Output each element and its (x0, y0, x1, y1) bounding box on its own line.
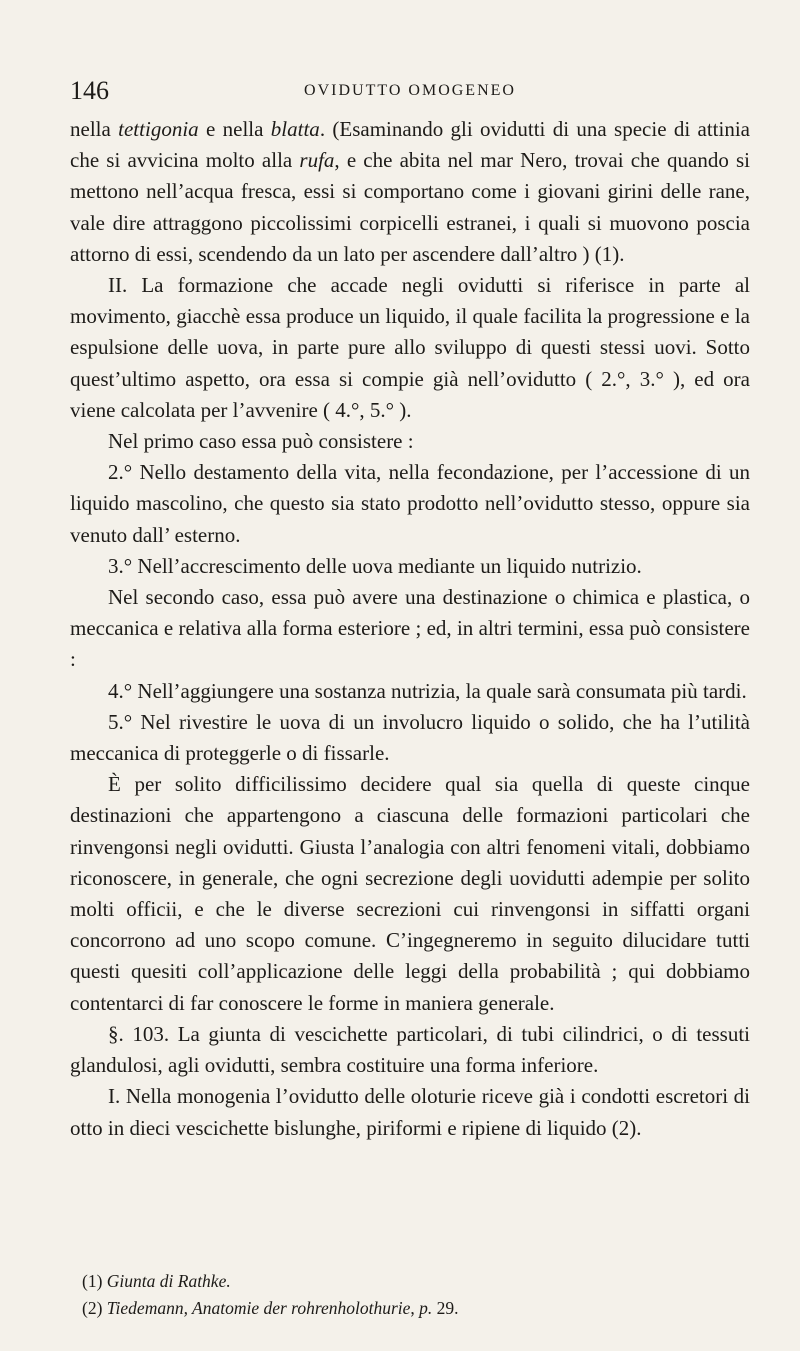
text-run: (2) (82, 1298, 107, 1318)
paragraph-p6 (70, 582, 750, 676)
text-run: Nel secondo caso, essa può avere una destinazione o chimica e plastica, o meccanica e relativa alla forma esteriore ; ed, in altri termini, essa può consistere : (70, 585, 750, 672)
running-title: OVIDUTTO OMOGENEO (304, 82, 516, 99)
text-run: (1) (82, 1271, 107, 1291)
paragraph-p11 (70, 1081, 750, 1143)
text-run: I. Nella monogenia l’ovidutto delle oloturie riceve già i condotti escretori di otto in dieci vescichette bislunghe, piriformi e ripiene di liquido (2). (70, 1084, 750, 1140)
paragraph-p8 (70, 707, 750, 769)
text-run: §. 103. La giunta di vescichette particolari, di tubi cilindrici, o di tessuti glandulosi, agli ovidutti, sembra costituire una forma inferiore. (70, 1021, 750, 1078)
page-number: 146 (70, 76, 109, 105)
text-run: È per solito difficilissimo decidere qual sia quella di queste cinque destinazioni che appartengono a ciascuna delle formazioni particolari che rinvengonsi negli ovidutti. Giusta l’analogia con altri fenomeni vitali, dobbiamo riconoscere, in generale, che ogni secrezione degli uovidutti adempie per solito molti officii, e che le diverse secrezioni cui rinvengonsi in siffatti organi concorrono ad uno scopo comune. C’ingegneremo in seguito dilucidare tutti questi quesiti coll’applicazione delle leggi della probabilità ; qui dobbiamo contentarci di far conoscere le forme in maniera generale. (70, 772, 750, 1015)
text-run: 5.° Nel rivestire le uova di un involucro liquido o solido, che ha l’utilità meccanica di proteggerle o di fissarle. (70, 709, 750, 766)
text-run: 2.° Nello destamento della vita, nella fecondazione, per l’accessione di un liquido mascolino, che questo sia stato prodotto nell’ovidutto stesso, oppure sia venuto dall’ esterno. (70, 460, 750, 547)
text-run: , e che abita nel mar Nero, trovai che quando si mettono nell’acqua fresca, essi si comportano come i giovani girini delle rane, vale dire attraggono piccolissimi corpicelli estranei, i quali si muovono poscia attorno di essi, scendendo da un lato per ascendere dall’altro ) (1). (70, 148, 750, 266)
paragraph-p3 (70, 426, 750, 457)
italic-text: p. (419, 1298, 433, 1318)
italic-text: Giunta di Rathke. (106, 1271, 231, 1291)
paragraph-p4 (70, 457, 750, 551)
page-header (70, 76, 750, 106)
italic-text: blatta (270, 117, 320, 141)
footnote-fn1 (82, 1268, 750, 1295)
paragraph-p7 (70, 676, 750, 707)
text-run: Nel primo caso essa può consistere : (108, 429, 414, 454)
text-run: . (Esaminando gli ovidutti di una specie di attinia che si avvicina molto alla (70, 117, 750, 173)
paragraph-p2 (70, 270, 750, 426)
text-run: , (410, 1298, 420, 1318)
text-run: II. La formazione che accade negli ovidutti si riferisce in parte al movimento, giacchè essa produce un liquido, il quale facilita la progressione e la espulsione delle uova, in parte pure allo sviluppo di questi stessi uovi. Sotto quest’ultimo aspetto, ora essa si compie già nell’ovidutto ( 2.°, 3.° ), ed ora viene calcolata per l’avvenire ( 4.°, 5.° ). (70, 273, 750, 422)
paragraph-p9 (70, 769, 750, 1019)
italic-text: rufa (299, 148, 335, 173)
footnote-fn2 (82, 1295, 750, 1322)
text-run: nella (70, 117, 119, 141)
italic-text: tettigonia (118, 117, 199, 141)
body-text (70, 114, 750, 1144)
text-run: e nella (198, 117, 271, 141)
text-run: 29. (432, 1298, 459, 1318)
italic-text: Tiedemann, Anatomie der rohrenholothurie (106, 1298, 411, 1318)
paragraph-p1 (70, 114, 750, 270)
paragraph-p5 (70, 551, 750, 582)
text-run: 4.° Nell’aggiungere una sostanza nutrizia, la quale sarà consumata più tardi. (108, 678, 747, 703)
paragraph-p10 (70, 1019, 750, 1081)
footnotes (82, 1268, 750, 1322)
text-run: 3.° Nell’accrescimento delle uova mediante un liquido nutrizio. (108, 553, 642, 578)
